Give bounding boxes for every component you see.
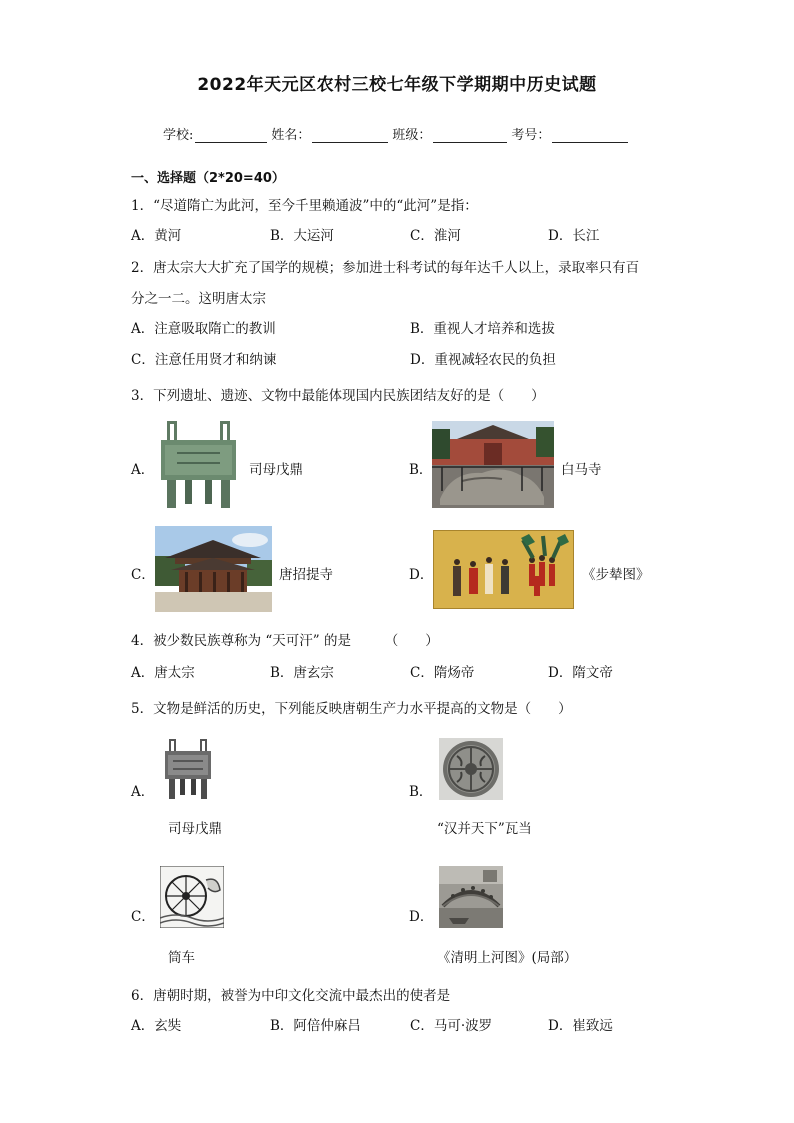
q3-option-b-letter[interactable]: B． xyxy=(409,462,433,478)
id-blank[interactable] xyxy=(552,128,628,143)
q3-bunian-painting-image xyxy=(433,530,574,609)
question-3-stem: 3．下列遗址、遗迹、文物中最能体现国内民族团结友好的是（ ） xyxy=(131,388,545,404)
q5-option-c-letter[interactable]: C． xyxy=(131,909,155,925)
q5-qingming-painting-image xyxy=(439,866,503,928)
question-5-stem: 5．文物是鲜活的历史，下列能反映唐朝生产力水平提高的文物是（ ） xyxy=(131,701,572,717)
class-label: 班级： xyxy=(392,128,432,143)
q6-option-d[interactable]: D．崔致远 xyxy=(548,1018,613,1034)
q5-option-d-letter[interactable]: D． xyxy=(409,909,434,925)
q3-option-b-caption: 白马寺 xyxy=(561,462,602,478)
name-label: 姓名： xyxy=(271,128,311,143)
q5-option-b-letter[interactable]: B． xyxy=(409,784,433,800)
q3-ding-image xyxy=(157,418,240,510)
q2-option-a[interactable]: A．注意吸取隋亡的教训 xyxy=(131,321,276,337)
q2-option-c[interactable]: C．注意任用贤才和纳谏 xyxy=(131,352,277,368)
q5-option-a-letter[interactable]: A． xyxy=(131,784,155,800)
q3-option-d-letter[interactable]: D． xyxy=(409,567,434,583)
q5-option-c-caption: 筒车 xyxy=(168,950,195,966)
id-label: 考号： xyxy=(511,128,551,143)
q6-option-c[interactable]: C．马可·波罗 xyxy=(410,1018,493,1034)
q3-option-a-caption: 司母戊鼎 xyxy=(249,462,303,478)
q5-option-a-caption: 司母戊鼎 xyxy=(168,821,222,837)
q3-white-horse-temple-image xyxy=(432,421,554,508)
q5-tile-end-image xyxy=(439,738,503,800)
q4-option-d[interactable]: D．隋文帝 xyxy=(548,665,613,681)
q4-option-a[interactable]: A．唐太宗 xyxy=(131,665,195,681)
q1-option-c[interactable]: C．淮河 xyxy=(410,228,461,244)
q4-option-b[interactable]: B．唐玄宗 xyxy=(270,665,334,681)
section-heading: 一、选择题（2*20=40） xyxy=(131,171,285,186)
q3-toshodaiji-image xyxy=(155,526,272,612)
q3-option-d-caption: 《步辇图》 xyxy=(582,567,650,583)
question-2-stem-line1: 2．唐太宗大大扩充了国学的规模；参加进士科考试的每年达千人以上，录取率只有百 xyxy=(131,260,640,276)
question-4-stem: 4．被少数民族尊称为 “天可汗” 的是 （ ） xyxy=(131,633,439,649)
q5-ding-image xyxy=(163,737,213,800)
question-1-stem: 1．“尽道隋亡为此河，至今千里赖通波”中的“此河”是指： xyxy=(131,198,478,214)
q3-option-a-letter[interactable]: A． xyxy=(131,462,155,478)
q4-option-c[interactable]: C．隋炀帝 xyxy=(410,665,475,681)
question-2-stem-line2: 分之一二。这明唐太宗 xyxy=(131,291,266,307)
q5-waterwheel-image xyxy=(160,866,224,928)
q3-option-c-letter[interactable]: C． xyxy=(131,567,155,583)
question-6-stem: 6．唐朝时期，被誉为中印文化交流中最杰出的使者是 xyxy=(131,988,451,1004)
student-info-row xyxy=(163,124,632,143)
q2-option-b[interactable]: B．重视人才培养和选拔 xyxy=(410,321,555,337)
q3-option-c-caption: 唐招提寺 xyxy=(279,567,333,583)
q2-option-d[interactable]: D．重视减轻农民的负担 xyxy=(410,352,556,368)
q5-option-d-caption: 《清明上河图》(局部） xyxy=(437,950,578,966)
q1-option-d[interactable]: D．长江 xyxy=(548,228,600,244)
school-label: 学校: xyxy=(163,128,194,143)
q6-option-a[interactable]: A．玄奘 xyxy=(131,1018,182,1034)
q6-option-b[interactable]: B．阿倍仲麻吕 xyxy=(270,1018,361,1034)
q1-option-a[interactable]: A．黄河 xyxy=(131,228,182,244)
class-blank[interactable] xyxy=(433,128,507,143)
name-blank[interactable] xyxy=(312,128,388,143)
school-blank[interactable] xyxy=(195,128,267,143)
q1-option-b[interactable]: B．大运河 xyxy=(270,228,334,244)
page-title: 2022年天元区农村三校七年级下学期期中历史试题 xyxy=(197,75,597,95)
q5-option-b-caption: “汉并天下”瓦当 xyxy=(437,821,532,837)
